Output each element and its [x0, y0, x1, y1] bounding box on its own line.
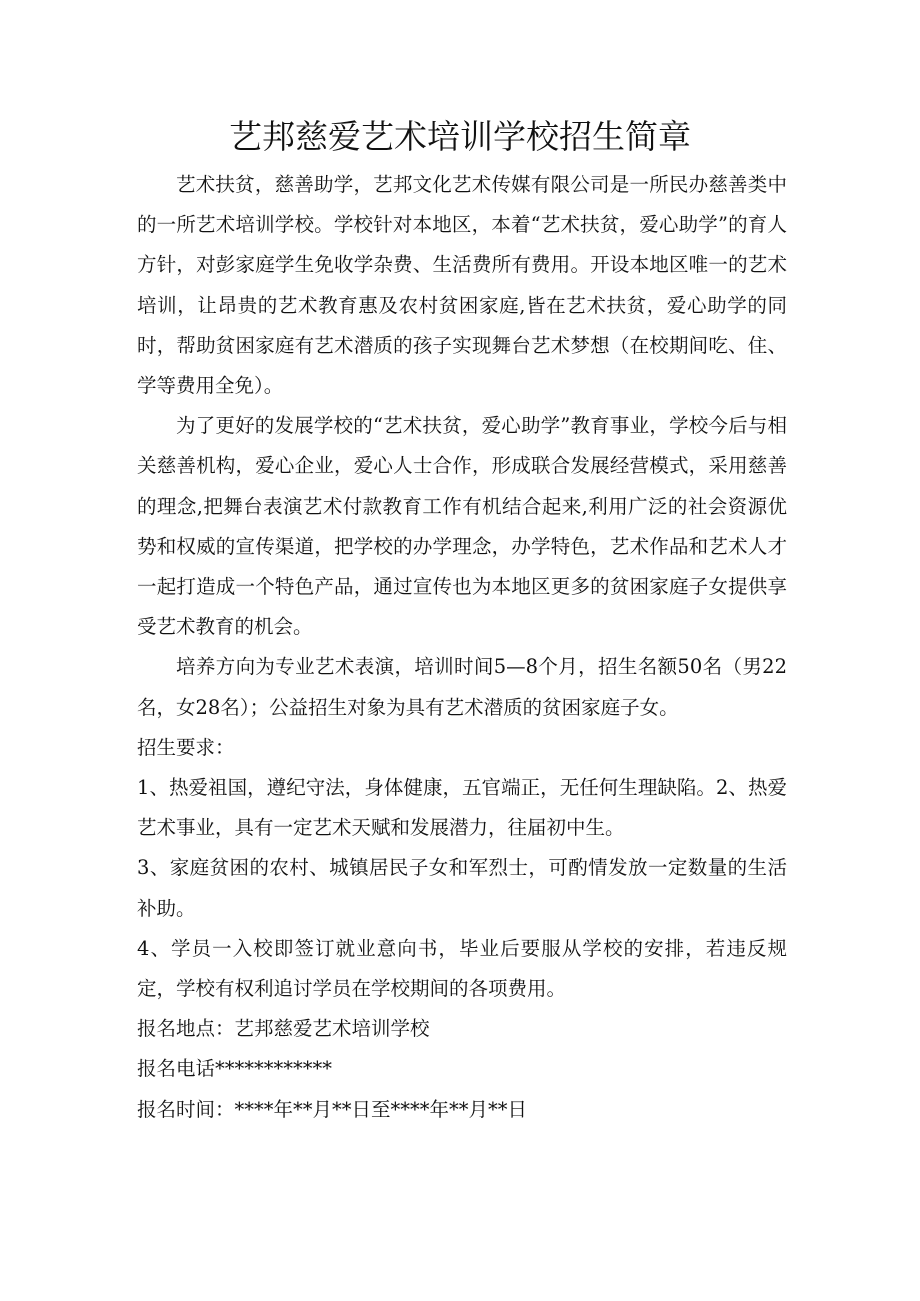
development-paragraph: 为了更好的发展学校的“艺术扶贫，爱心助学”教育事业，学校今后与相关慈善机构，爱心企业，爱心人士合作，形成联合发展经营模式，采用慈善的理念,把舞台表演艺术付款教育工作有机结合起来,利用广泛的社会资源优势和权威的宣传渠道，把学校的办学理念，办学特色，艺术作品和艺术人才一起打造成一个特色产品，通过宣传也为本地区更多的贫困家庭子女提供享受艺术教育的机会。 [137, 414, 787, 639]
requirement-item-1-2: 1、热爱祖国，遵纪守法，身体健康，五官端正，无任何生理缺陷。2、热爱艺术事业，具有一定艺术天赋和发展潜力，往届初中生。 [137, 776, 787, 840]
registration-phone: 报名电话************ [137, 1057, 333, 1081]
training-paragraph: 培养方向为专业艺术表演，培训时间5—8个月，招生名额50名（男22名，女28名）；公益招生对象为具有艺术潜质的贫困家庭子女。 [137, 655, 787, 719]
document-title: 艺邦慈爱艺术培训学校招生简章 [229, 117, 691, 156]
document-body [137, 165, 787, 1130]
requirement-item-3: 3、家庭贫困的农村、城镇居民子女和军烈士，可酌情发放一定数量的生活补助。 [137, 856, 787, 920]
requirement-item-4: 4、学员一入校即签订就业意向书，毕业后要服从学校的安排，若违反规定，学校有权利追讨学员在学校期间的各项费用。 [137, 936, 787, 1001]
requirements-heading: 招生要求： [137, 735, 235, 759]
intro-paragraph: 艺术扶贫，慈善助学，艺邦文化艺术传媒有限公司是一所民办慈善类中的一所艺术培训学校。学校针对本地区，本着“艺术扶贫，爱心助学”的育人方针，对彭家庭学生免收学杂费、生活费所有费用。开设本地区唯一的艺术培训，让昂贵的艺术教育惠及农村贫困家庭,皆在艺术扶贫，爱心助学的同时，帮助贫困家庭有艺术潜质的孩子实现舞台艺术梦想（在校期间吃、住、学等费用全免）。 [137, 173, 787, 398]
registration-location: 报名地点：艺邦慈爱艺术培训学校 [137, 1017, 430, 1041]
registration-time: 报名时间：****年**月**日至****年**月**日 [137, 1097, 528, 1121]
